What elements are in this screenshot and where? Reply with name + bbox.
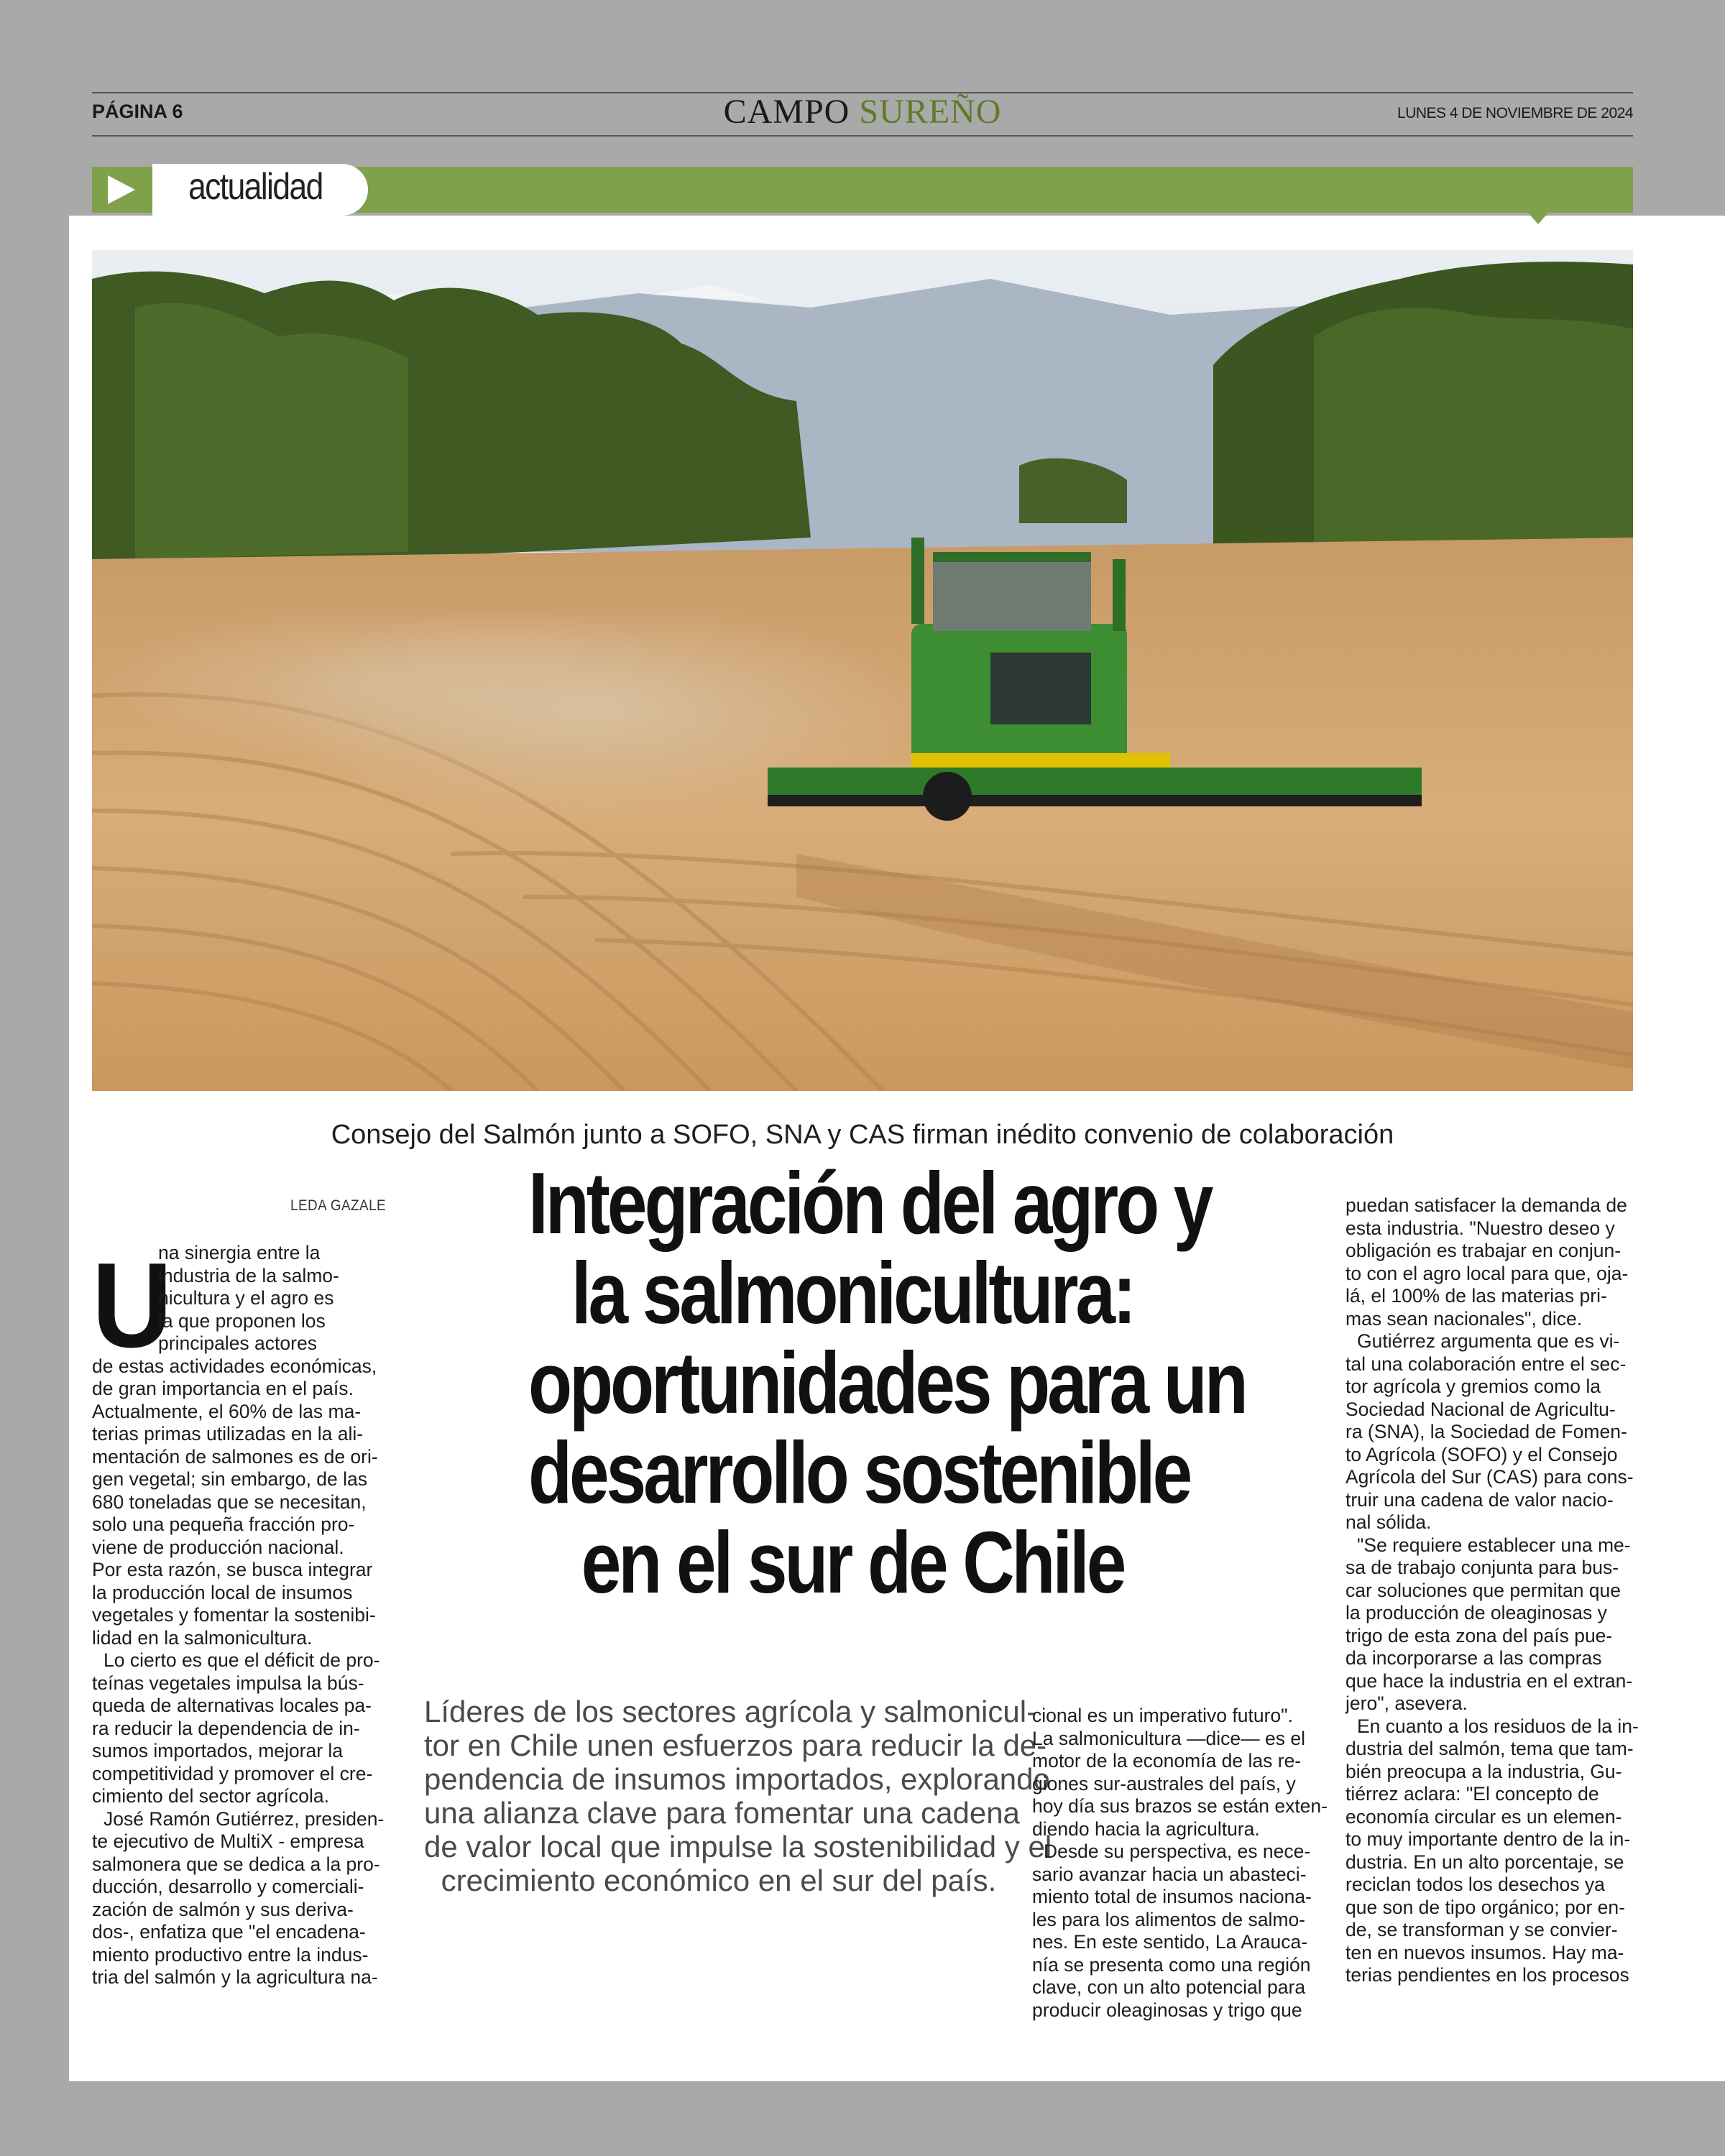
body-line: giones sur-australes del país, y	[1032, 1772, 1296, 1795]
masthead-campo: CAMPO	[723, 93, 850, 131]
body-line: mentación de salmones es de ori-	[92, 1445, 378, 1468]
body-line: Actualmente, el 60% de las ma-	[92, 1400, 362, 1422]
body-line: esta industria. "Nuestro deseo y	[1346, 1217, 1615, 1239]
body-line: solo una pequeña fracción pro-	[92, 1514, 355, 1535]
body-line: sumos importados, mejorar la	[92, 1740, 344, 1761]
body-line: tor agrícola y gremios como la	[1346, 1376, 1601, 1397]
headline-line: desarrollo sostenible	[528, 1424, 1190, 1521]
body-line: ra reducir la dependencia de in-	[92, 1717, 360, 1739]
body-line: de estas actividades económicas,	[92, 1355, 377, 1377]
article-kicker: Consejo del Salmón junto a SOFO, SNA y CAS firman inédito convenio de colaboración	[331, 1120, 1394, 1150]
body-line: producir oleaginosas y trigo que	[1032, 1999, 1302, 2021]
body-line: que hace la industria en el extran-	[1346, 1669, 1633, 1692]
body-line: teínas vegetales impulsa la bús-	[92, 1672, 364, 1694]
headline-line: en el sur de Chile	[581, 1514, 1124, 1611]
body-line: sario avanzar hacia un abasteci-	[1032, 1863, 1307, 1885]
play-arrow-icon	[92, 167, 152, 213]
body-line: 680 toneladas que se necesitan,	[92, 1491, 367, 1513]
body-line: Agrícola del Sur (CAS) para cons-	[1346, 1466, 1634, 1488]
body-line: nicultura y el agro es	[158, 1287, 334, 1309]
body-line: industria de la salmo-	[158, 1264, 339, 1286]
body-line: les para los alimentos de salmo-	[1032, 1908, 1306, 1930]
body-line: clave, con un alto potencial para	[1032, 1976, 1306, 1998]
body-line: miento total de insumos naciona-	[1032, 1886, 1312, 1907]
body-line: salmonera que se dedica a la pro-	[92, 1853, 380, 1875]
body-line: trigo de esta zona del país pue-	[1346, 1624, 1613, 1646]
body-line: motor de la economía de las re-	[1032, 1750, 1302, 1772]
body-line: to con el agro local para que, oja-	[1346, 1262, 1629, 1284]
body-line: tal una colaboración entre el sec-	[1346, 1353, 1627, 1375]
body-line: lá, el 100% de las materias pri-	[1346, 1285, 1607, 1307]
body-line: dustria del salmón, tema que tam-	[1346, 1738, 1634, 1759]
body-line: car soluciones que permitan que	[1346, 1579, 1622, 1601]
body-line: En cuanto a los residuos de la in-	[1357, 1715, 1639, 1737]
body-line: puedan satisfacer la demanda de	[1346, 1194, 1627, 1216]
headline-line: oportunidades para un	[528, 1334, 1246, 1432]
body-line: miento productivo entre la indus-	[92, 1943, 369, 1966]
body-line: la que proponen los	[158, 1309, 326, 1332]
harvester-photo	[92, 250, 1633, 1091]
body-line: Gutiérrez argumenta que es vi-	[1357, 1330, 1620, 1352]
body-line: gen vegetal; sin embargo, de las	[92, 1468, 368, 1490]
body-line: ten en nuevos insumos. Hay ma-	[1346, 1941, 1624, 1963]
body-line: terias pendientes en los procesos	[1346, 1964, 1629, 1986]
body-line: sa de trabajo conjunta para bus-	[1346, 1557, 1619, 1578]
body-line: Lo cierto es que el déficit de pro-	[104, 1649, 380, 1671]
body-line: nes. En este sentido, La Arauca-	[1032, 1931, 1308, 1953]
headline-line: Integración del agro y	[528, 1154, 1211, 1252]
body-column-1	[92, 1238, 385, 1989]
body-line: viene de producción nacional.	[92, 1536, 344, 1558]
body-line: La salmonicultura —dice— es el	[1032, 1727, 1306, 1749]
article-headline	[457, 1154, 1248, 1611]
lead-line: una alianza clave para fomentar una cadena	[424, 1796, 1020, 1830]
section-notch	[1528, 213, 1548, 224]
headline-line: la salmonicultura:	[571, 1244, 1134, 1342]
body-line: to Agrícola (SOFO) y el Consejo	[1346, 1443, 1618, 1465]
body-line: la producción de oleaginosas y	[1346, 1602, 1607, 1623]
body-line: truir una cadena de valor nacio-	[1346, 1488, 1614, 1511]
body-line: economía circular es un elemen-	[1346, 1805, 1622, 1828]
body-line: "Se requiere establecer una me-	[1357, 1534, 1631, 1556]
harvester-photo-illustration	[92, 250, 1633, 1091]
body-line: da incorporarse a las compras	[1346, 1647, 1602, 1669]
body-line: de, se transforman y se convier-	[1346, 1919, 1618, 1940]
body-line: to muy importante dentro de la in-	[1346, 1828, 1631, 1850]
body-line: Por esta razón, se busca integrar	[92, 1559, 373, 1580]
body-line: te ejecutivo de MultiX - empresa	[92, 1830, 364, 1852]
section-label: actualidad	[188, 166, 323, 208]
body-line: que son de tipo orgánico; por en-	[1346, 1896, 1625, 1918]
drop-cap: U	[92, 1238, 172, 1373]
body-column-4	[1346, 1194, 1639, 1987]
page-number: PÁGINA 6	[92, 101, 183, 122]
body-line: queda de alternativas locales pa-	[92, 1695, 372, 1716]
body-line: vegetales y fomentar la sostenibi-	[92, 1604, 376, 1626]
body-line: cional es un imperativo futuro".	[1032, 1705, 1293, 1726]
lead-line: crecimiento económico en el sur del país.	[441, 1864, 997, 1897]
body-line: bién preocupa a la industria, Gu-	[1346, 1760, 1622, 1782]
article-lead	[424, 1695, 1052, 1897]
body-line: ducción, desarrollo y comerciali-	[92, 1876, 364, 1897]
body-line: na sinergia entre la	[158, 1242, 321, 1263]
body-line: nía se presenta como una región	[1032, 1953, 1311, 1976]
body-line: de gran importancia en el país.	[92, 1378, 354, 1399]
byline: LEDA GAZALE	[290, 1197, 387, 1214]
body-line: nal sólida.	[1346, 1511, 1432, 1533]
header-rule-bottom	[92, 135, 1633, 137]
lead-line: de valor local que impulse la sostenibilidad y el	[424, 1830, 1052, 1864]
lead-line: pendencia de insumos importados, explorando	[424, 1762, 1050, 1796]
body-line: competitividad y promover el cre-	[92, 1762, 373, 1784]
body-line: cimiento del sector agrícola.	[92, 1785, 329, 1807]
body-line: Desde su perspectiva, es nece-	[1044, 1841, 1311, 1862]
body-line: ra (SNA), la Sociedad de Fomen-	[1346, 1421, 1627, 1442]
body-column-3	[1032, 1705, 1328, 2022]
masthead-sureno: SUREÑO	[859, 93, 1002, 131]
body-line: principales actores	[158, 1332, 317, 1354]
body-line: zación de salmón y sus deriva-	[92, 1898, 354, 1920]
body-line: diendo hacia la agricultura.	[1032, 1818, 1260, 1840]
body-line: José Ramón Gutiérrez, presiden-	[104, 1807, 385, 1830]
lead-line: tor en Chile unen esfuerzos para reducir la de-	[424, 1728, 1047, 1762]
body-line: reciclan todos los desechos ya	[1346, 1874, 1605, 1895]
body-line: jero", asevera.	[1346, 1692, 1468, 1714]
body-line: tria del salmón y la agricultura na-	[92, 1966, 378, 1988]
body-line: obligación es trabajar en conjun-	[1346, 1240, 1622, 1261]
body-line: hoy día sus brazos se están exten-	[1032, 1795, 1328, 1817]
body-line: dos-, enfatiza que "el encadena-	[92, 1921, 366, 1943]
lead-line: Líderes de los sectores agrícola y salmonicul-	[424, 1695, 1037, 1728]
body-line: Sociedad Nacional de Agricultu-	[1346, 1398, 1616, 1420]
body-line: mas sean nacionales", dice.	[1346, 1307, 1583, 1330]
issue-date: LUNES 4 DE NOVIEMBRE DE 2024	[1397, 105, 1633, 121]
body-line: la producción local de insumos	[92, 1581, 353, 1603]
body-line: terias primas utilizadas en la ali-	[92, 1423, 364, 1445]
body-line: dustria. En un alto porcentaje, se	[1346, 1851, 1624, 1873]
body-line: lidad en la salmonicultura.	[92, 1626, 313, 1649]
body-line: tiérrez aclara: "El concepto de	[1346, 1783, 1599, 1805]
